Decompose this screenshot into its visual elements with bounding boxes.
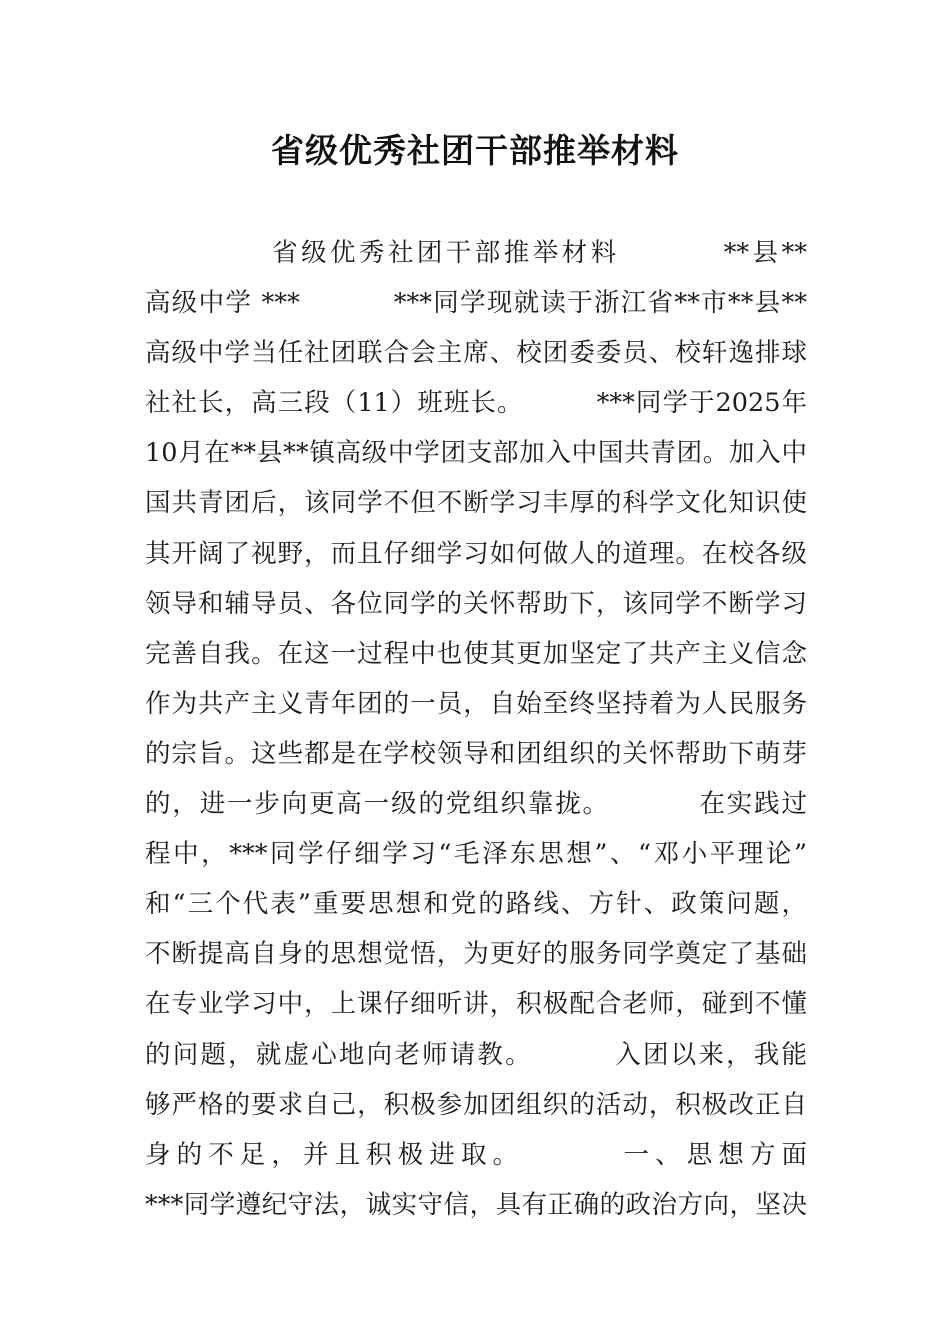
body-line: 10月在**县**镇高级中学团支部加入中国共青团。加入中: [145, 438, 807, 469]
body-line: 省级优秀社团干部推举材料 **县**: [145, 238, 807, 268]
body-line: 程中，***同学仔细学习“毛泽东思想”、“邓小平理论”: [145, 839, 807, 870]
body-line: 的问题，就虚心地向老师请教。 入团以来，我能: [145, 1039, 807, 1070]
body-line: 和“三个代表”重要思想和党的路线、方针、政策问题，: [145, 889, 807, 920]
body-line: ***同学遵纪守法，诚实守信，具有正确的政治方向，坚决: [145, 1189, 807, 1220]
body-line: 国共青团后，该同学不但不断学习丰厚的科学文化知识使: [145, 488, 807, 519]
document-body: [145, 228, 807, 1230]
body-line: 其开阔了视野，而且仔细学习如何做人的道理。在校各级: [145, 538, 807, 569]
body-line: 高级中学 *** ***同学现就读于浙江省**市**县**: [145, 288, 807, 319]
document-title: 省级优秀社团干部推举材料: [271, 131, 679, 170]
body-line: 作为共产主义青年团的一员，自始至终坚持着为人民服务: [145, 688, 807, 719]
body-line: 的宗旨。这些都是在学校领导和团组织的关怀帮助下萌芽: [145, 738, 807, 769]
body-line: 身的不足，并且积极进取。 一、思想方面: [145, 1139, 807, 1170]
body-line: 社社长，高三段（11）班班长。 ***同学于2025年: [145, 388, 807, 419]
body-line: 高级中学当任社团联合会主席、校团委委员、校轩逸排球: [145, 338, 807, 369]
body-line: 领导和辅导员、各位同学的关怀帮助下，该同学不断学习: [145, 588, 807, 619]
body-line: 完善自我。在这一过程中也使其更加坚定了共产主义信念: [145, 638, 807, 669]
body-line: 够严格的要求自己，积极参加团组织的活动，积极改正自: [145, 1089, 807, 1120]
body-line: 不断提高自身的思想觉悟，为更好的服务同学奠定了基础: [145, 939, 807, 970]
body-line: 在专业学习中，上课仔细听讲，积极配合老师，碰到不懂: [145, 989, 807, 1020]
body-line: 的，进一步向更高一级的党组织靠拢。 在实践过: [145, 789, 807, 820]
